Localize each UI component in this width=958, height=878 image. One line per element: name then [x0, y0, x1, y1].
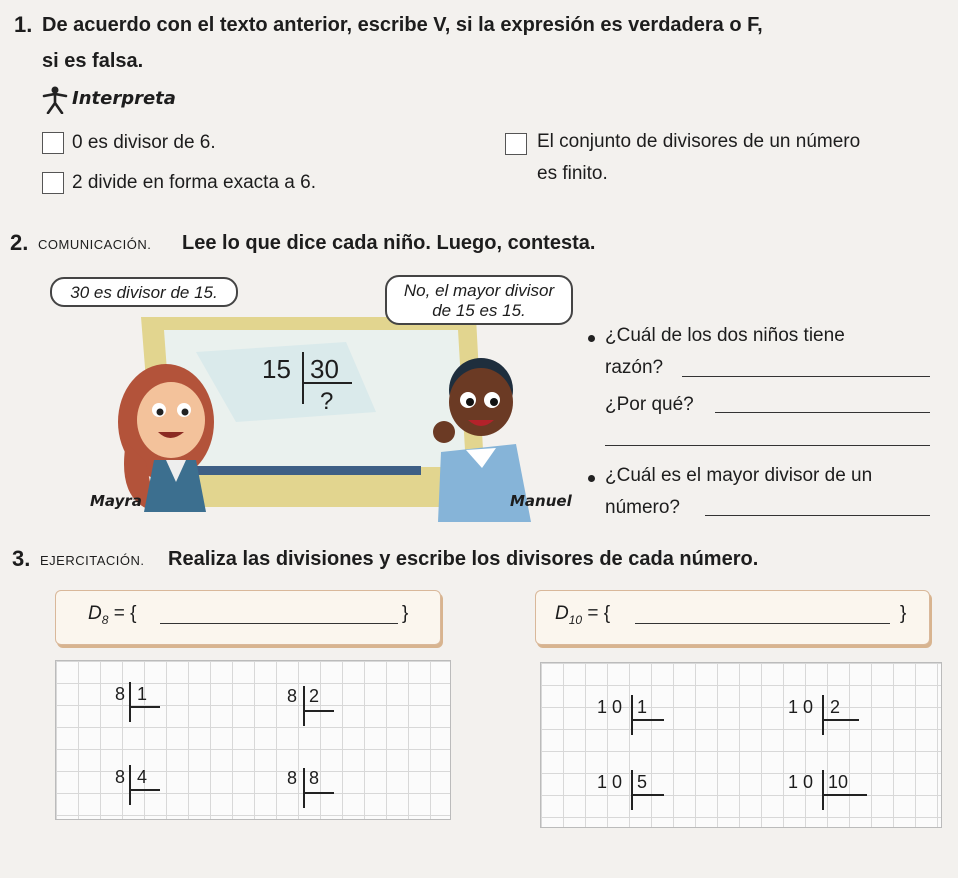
division-dividend: 1 0: [597, 697, 623, 717]
d8-equals: = {: [113, 603, 137, 624]
d10-sub: 10: [568, 612, 583, 627]
division-10-10[interactable]: [788, 770, 873, 816]
ex2-instruction: Lee lo que dice cada niño. Luego, contesta.: [182, 232, 596, 254]
d10-label: [555, 603, 610, 627]
ex1-item-2: 2 divide en forma exacta a 6.: [72, 172, 316, 193]
division-divisor: 1: [637, 697, 648, 717]
name-mayra: Mayra: [90, 492, 142, 510]
division-dividend: 1 0: [788, 772, 814, 792]
ex3-instruction: Realiza las divisiones y escribe los divisores de cada número.: [168, 548, 759, 570]
d8-close-brace: }: [402, 603, 409, 624]
division-dividend: 8: [287, 768, 298, 788]
division-dividend: 1 0: [788, 697, 814, 717]
bullet-1: [588, 335, 595, 342]
q3-line2: número?: [605, 497, 680, 518]
skill-label: Interpreta: [72, 88, 176, 109]
division-dividend: 8: [287, 686, 298, 706]
division-10-1[interactable]: [597, 695, 672, 741]
division-divisor: 4: [137, 767, 148, 787]
division-8-2[interactable]: [287, 684, 347, 730]
ex2-category: COMUNICACIÓN.: [38, 237, 152, 252]
q2: ¿Por qué?: [605, 394, 694, 415]
division-10-5[interactable]: [597, 770, 672, 816]
ex3-category: EJERCITACIÓN.: [40, 553, 145, 568]
d10-answer-line[interactable]: [635, 622, 890, 624]
d8-letter: D: [88, 603, 102, 624]
speech-bubble-right: [385, 275, 573, 325]
board-division: [262, 350, 372, 430]
q1-line2: razón?: [605, 357, 664, 378]
checkbox-item-1[interactable]: [42, 132, 64, 154]
d8-answer-line[interactable]: [160, 622, 398, 624]
d10-equals: = {: [587, 603, 611, 624]
speech-right-line2: de 15 es 15.: [432, 301, 526, 320]
division-10-2[interactable]: [788, 695, 868, 741]
board-divisor: 30: [310, 354, 339, 384]
answer-line-q3[interactable]: [705, 514, 930, 516]
answer-line-q2b[interactable]: [605, 444, 930, 446]
checkbox-item-2[interactable]: [42, 172, 64, 194]
division-8-4[interactable]: [115, 765, 175, 811]
ex2-number: 2.: [10, 230, 29, 255]
checkbox-item-3[interactable]: [505, 133, 527, 155]
speech-right-line1: No, el mayor divisor: [403, 281, 555, 300]
q3-line1: ¿Cuál es el mayor divisor de un: [605, 465, 873, 486]
q1-line1: ¿Cuál de los dos niños tiene: [605, 325, 845, 346]
division-dividend: 8: [115, 767, 126, 787]
d10-letter: D: [555, 603, 569, 624]
division-8-8[interactable]: [287, 766, 347, 812]
ex3-number: 3.: [12, 546, 31, 571]
division-dividend: 1 0: [597, 772, 623, 792]
division-divisor: 10: [828, 772, 849, 792]
division-divisor: 2: [309, 686, 320, 706]
division-8-1[interactable]: [115, 682, 175, 728]
d10-close-brace: }: [900, 603, 907, 624]
board-dividend: 15: [262, 354, 291, 384]
name-manuel: Manuel: [510, 492, 572, 510]
ex1-number: 1.: [14, 12, 33, 37]
division-dividend: 8: [115, 684, 126, 704]
ex1-item-3-line1: El conjunto de divisores de un número: [537, 131, 861, 152]
ex1-instruction-line2: si es falsa.: [42, 50, 144, 72]
bullet-2: [588, 475, 595, 482]
ex1-item-3-line2: es finito.: [537, 163, 608, 184]
interpreta-icon: [42, 86, 68, 114]
d8-sub: 8: [101, 612, 109, 627]
division-divisor: 2: [830, 697, 841, 717]
answer-line-q2[interactable]: [715, 411, 930, 413]
division-divisor: 5: [637, 772, 648, 792]
ex1-instruction-line1: De acuerdo con el texto anterior, escribe V, si la expresión es verdadera o F,: [42, 14, 763, 36]
speech-bubble-left: 30 es divisor de 15.: [50, 277, 238, 307]
board-quotient: ?: [320, 388, 334, 415]
answer-line-q1[interactable]: [682, 375, 930, 377]
d8-label: [88, 603, 136, 627]
division-divisor: 1: [137, 684, 148, 704]
division-divisor: 8: [309, 768, 320, 788]
ex1-item-1: 0 es divisor de 6.: [72, 132, 216, 153]
